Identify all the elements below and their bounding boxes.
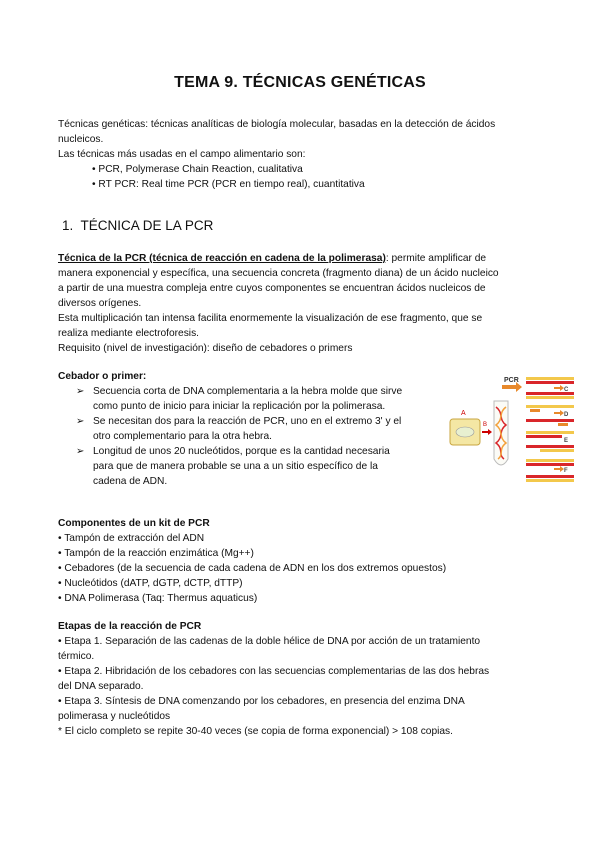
definition-line: manera exponencial y específica, una secuencia concreta (fragmento diana) de un ácido nucleico — [58, 268, 499, 279]
primer-item-line: como punto de inicio para iniciar la replicación por la polimerasa. — [93, 401, 386, 412]
kit-item: • Tampón de la reacción enzimática (Mg++) — [58, 548, 254, 559]
svg-text:F: F — [564, 468, 568, 474]
primer-item-line: cadena de ADN. — [93, 476, 168, 487]
label-b: B — [483, 422, 488, 428]
definition-line: a partir de una muestra compleja entre cuyos componentes se encuentran ácidos nucleicos de — [58, 283, 486, 294]
definition-text: : permite amplificar de — [385, 253, 487, 264]
primer-item-line: Longitud de unos 20 nucleótidos, porque es la cantidad necesaria — [93, 446, 390, 457]
kit-item: • Tampón de extracción del ADN — [58, 533, 205, 544]
primer-item-line: para que de manera probable se una a un sitio específico de la — [93, 461, 378, 472]
stages-heading: Etapas de la reacción de PCR — [58, 621, 202, 632]
stage-line: • Etapa 2. Hibridación de los cebadores con las secuencias complementarias de las dos hebras — [58, 666, 490, 677]
primer-item-line: otro complementario para la otra hebra. — [93, 431, 272, 442]
pcr-diagram — [446, 371, 578, 488]
definition-line — [58, 251, 486, 266]
intro-bullet: • RT PCR: Real time PCR (PCR en tiempo real), cuantitativa — [92, 179, 365, 190]
stage-note: * El ciclo completo se repite 30-40 veces (se copia de forma exponencial) > 108 copias. — [58, 726, 453, 737]
kit-item: • Nucleótidos (dATP, dGTP, dCTP, dTTP) — [58, 578, 243, 589]
section-number: 1. — [62, 218, 74, 233]
stage-line: polimerasa y nucleótidos — [58, 711, 171, 722]
label-a: A — [461, 410, 466, 417]
stage-line: térmico. — [58, 651, 95, 662]
svg-text:D: D — [564, 412, 569, 418]
kit-item: • Cebadores (de la secuencia de cada cadena de ADN en los dos extremos opuestos) — [58, 563, 447, 574]
definition-term: Técnica de la PCR (técnica de reacción en cadena de la polimerasa) — [58, 253, 386, 264]
primer-item-line: Secuencia corta de DNA complementaria a la hebra molde que sirve — [93, 386, 403, 397]
definition-line: Requisito (nivel de investigación): diseño de cebadores o primers — [58, 343, 353, 354]
stage-line: • Etapa 3. Síntesis de DNA comenzando por los cebadores, en presencia del enzima DNA — [58, 696, 465, 707]
kit-heading: Componentes de un kit de PCR — [58, 518, 210, 529]
intro-bullet: • PCR, Polymerase Chain Reaction, cualitativa — [92, 164, 303, 175]
definition-line: Esta multiplicación tan intensa facilita enormemente la visualización de ese fragmento, que se — [58, 313, 483, 324]
arrow-bullet-icon: ➢ — [76, 386, 85, 397]
stage-line: del DNA separado. — [58, 681, 144, 692]
intro-line: Técnicas genéticas: técnicas analíticas de biología molecular, basadas en la detección de ácidos — [58, 119, 496, 130]
section-heading — [62, 218, 213, 233]
section-title: TÉCNICA DE LA PCR — [80, 218, 214, 233]
arrow-bullet-icon: ➢ — [76, 446, 85, 457]
page-title: TEMA 9. TÉCNICAS GENÉTICAS — [174, 74, 426, 91]
dna-sample-icon — [456, 427, 474, 437]
stage-line: • Etapa 1. Separación de las cadenas de la doble hélice de DNA por acción de un tratamiento — [58, 636, 481, 647]
definition-line: diversos orígenes. — [58, 298, 142, 309]
intro-line: nucleicos. — [58, 134, 104, 145]
primer-heading: Cebador o primer: — [58, 371, 147, 382]
intro-line: Las técnicas más usadas en el campo alimentario son: — [58, 149, 306, 160]
definition-line: realiza mediante electroforesis. — [58, 328, 199, 339]
svg-text:E: E — [564, 438, 569, 444]
arrow-bullet-icon: ➢ — [76, 416, 85, 427]
svg-text:C: C — [564, 387, 569, 393]
pcr-label: PCR — [504, 377, 519, 384]
kit-item: • DNA Polimerasa (Taq: Thermus aquaticus) — [58, 593, 258, 604]
primer-item-line: Se necesitan dos para la reacción de PCR, uno en el extremo 3' y el — [93, 416, 402, 427]
